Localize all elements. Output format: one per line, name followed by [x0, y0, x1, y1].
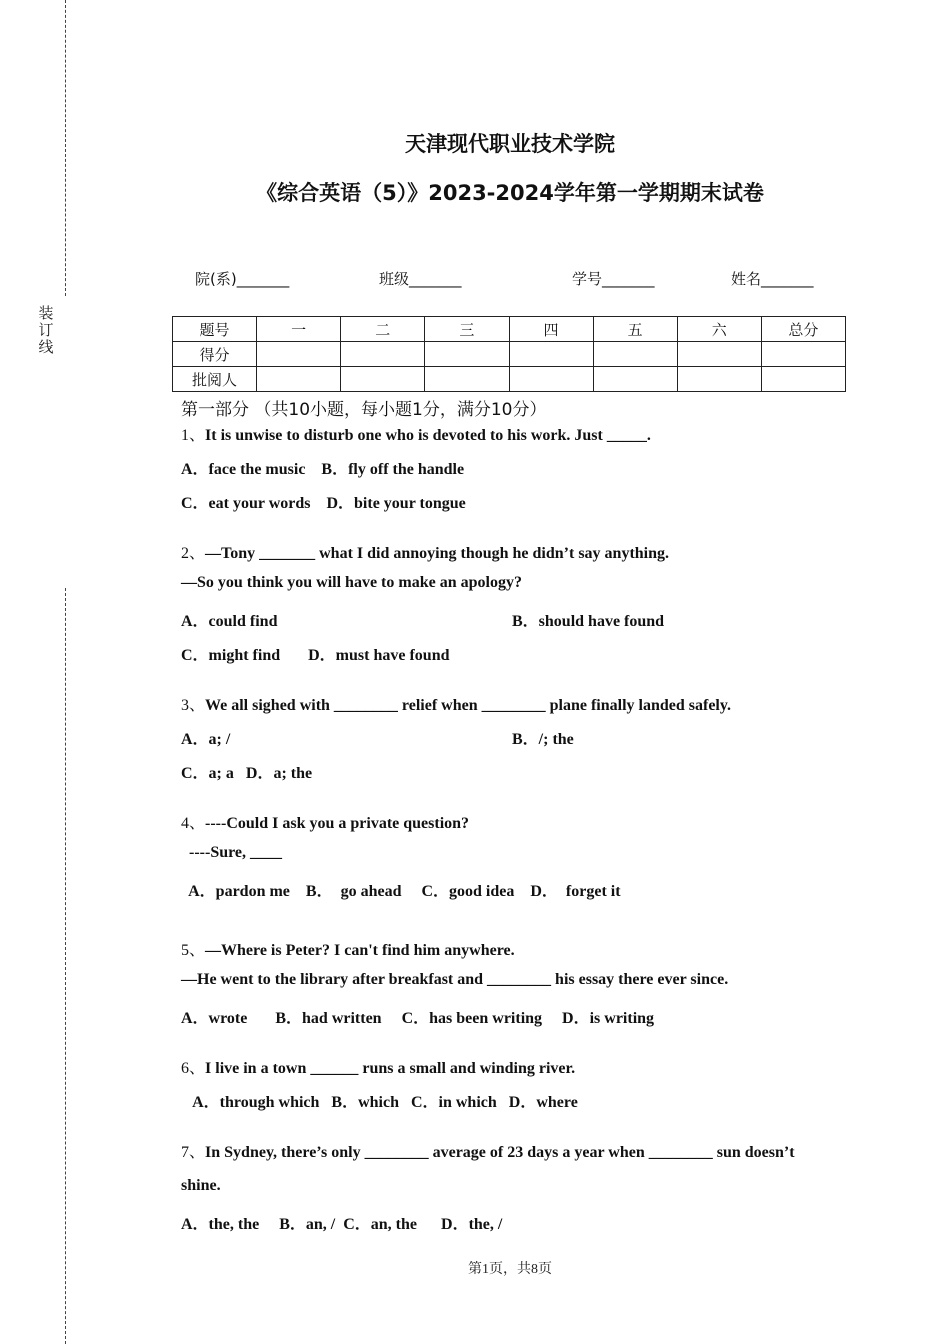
question-2-option-a: A．could find [181, 613, 278, 630]
question-3-options-cd: C．a; a D．a; the [181, 765, 313, 782]
binding-line-label: 装订线 [38, 304, 54, 356]
question-2-option-b: B．should have found [512, 613, 665, 630]
question-number: 2、 [181, 545, 206, 562]
score-row-label: 得分 [173, 342, 257, 367]
question-3-option-b: B．/; the [512, 731, 574, 748]
score-cell [341, 342, 425, 367]
question-5-stem [181, 937, 515, 960]
question-text: —Where is Peter? I can't find him anywhere. [205, 942, 515, 959]
question-7-line-2: shine. [181, 1177, 221, 1194]
score-header-cell: 四 [509, 317, 593, 342]
question-6-stem [181, 1055, 575, 1078]
name-field: 姓名_______ [731, 270, 814, 288]
question-6-options: A．through which B．which C．in which D．where [181, 1094, 578, 1111]
question-text: We all sighed with ________ relief when ________ plane finally landed safely. [205, 697, 731, 714]
exam-title: 《综合英语（5）》2023-2024学年第一学期期末试卷 [256, 181, 764, 205]
question-number: 3、 [181, 697, 206, 714]
score-cell [425, 367, 509, 392]
binding-dashed-line-bottom [65, 588, 66, 1344]
question-4-stem [181, 810, 469, 833]
score-header-cell: 五 [593, 317, 677, 342]
score-cell [593, 367, 677, 392]
score-header-cell: 总分 [761, 317, 845, 342]
score-cell [677, 367, 761, 392]
question-7-options: A．the, the B．an, / C．an, the D．the, / [181, 1216, 503, 1233]
question-4-line-2: ----Sure, ____ [181, 844, 283, 861]
question-number: 6、 [181, 1060, 206, 1077]
score-header-cell: 六 [677, 317, 761, 342]
score-cell [425, 342, 509, 367]
question-text: I live in a town ______ runs a small and winding river. [205, 1060, 576, 1077]
question-1-stem [181, 422, 651, 445]
score-cell [509, 367, 593, 392]
score-table-row [173, 367, 846, 392]
question-1-options-ab: A．face the music B．fly off the handle [181, 461, 465, 478]
question-1-options-cd: C．eat your words D．bite your tongue [181, 495, 466, 512]
score-cell [509, 342, 593, 367]
score-header-cell: 二 [341, 317, 425, 342]
question-text: ----Could I ask you a private question? [205, 815, 470, 832]
score-header-cell: 题号 [173, 317, 257, 342]
question-4-options: A．pardon me B． go ahead C．good idea D． forget it [181, 883, 621, 900]
section-heading: 第一部分 （共10小题，每小题1分，满分10分） [181, 400, 547, 420]
question-text: In Sydney, there’s only ________ average of 23 days a year when ________ sun doesn’t [205, 1144, 795, 1161]
question-3-stem [181, 692, 731, 715]
score-header-cell: 一 [257, 317, 341, 342]
question-5-options: A．wrote B．had written C．has been writing D．is writing [181, 1010, 655, 1027]
question-number: 1、 [181, 427, 206, 444]
question-5-line-2: —He went to the library after breakfast and ________ his essay there ever since. [181, 971, 729, 988]
score-table-row [173, 342, 846, 367]
score-cell [341, 367, 425, 392]
question-number: 7、 [181, 1144, 206, 1161]
score-cell [677, 342, 761, 367]
question-2-options-cd: C．might find D．must have found [181, 647, 450, 664]
score-cell [257, 367, 341, 392]
score-cell [593, 342, 677, 367]
score-table [172, 316, 846, 392]
score-row-label: 批阅人 [173, 367, 257, 392]
question-7-stem [181, 1139, 795, 1162]
score-cell [761, 367, 845, 392]
page-footer: 第1页，共8页 [468, 1262, 552, 1277]
class-field: 班级_______ [379, 270, 462, 288]
school-title: 天津现代职业技术学院 [405, 132, 615, 156]
department-field: 院(系)_______ [195, 270, 290, 288]
question-text: —Tony _______ what I did annoying though he didn’t say anything. [205, 545, 670, 562]
question-text: It is unwise to disturb one who is devoted to his work. Just _____. [205, 427, 651, 444]
score-table-header-row [173, 317, 846, 342]
question-2-line-2: —So you think you will have to make an apology? [181, 574, 522, 591]
score-cell [257, 342, 341, 367]
question-3-option-a: A．a; / [181, 731, 231, 748]
question-number: 5、 [181, 942, 206, 959]
score-cell [761, 342, 845, 367]
question-2-stem [181, 540, 669, 563]
score-header-cell: 三 [425, 317, 509, 342]
student-id-field: 学号_______ [572, 270, 655, 288]
question-number: 4、 [181, 815, 206, 832]
